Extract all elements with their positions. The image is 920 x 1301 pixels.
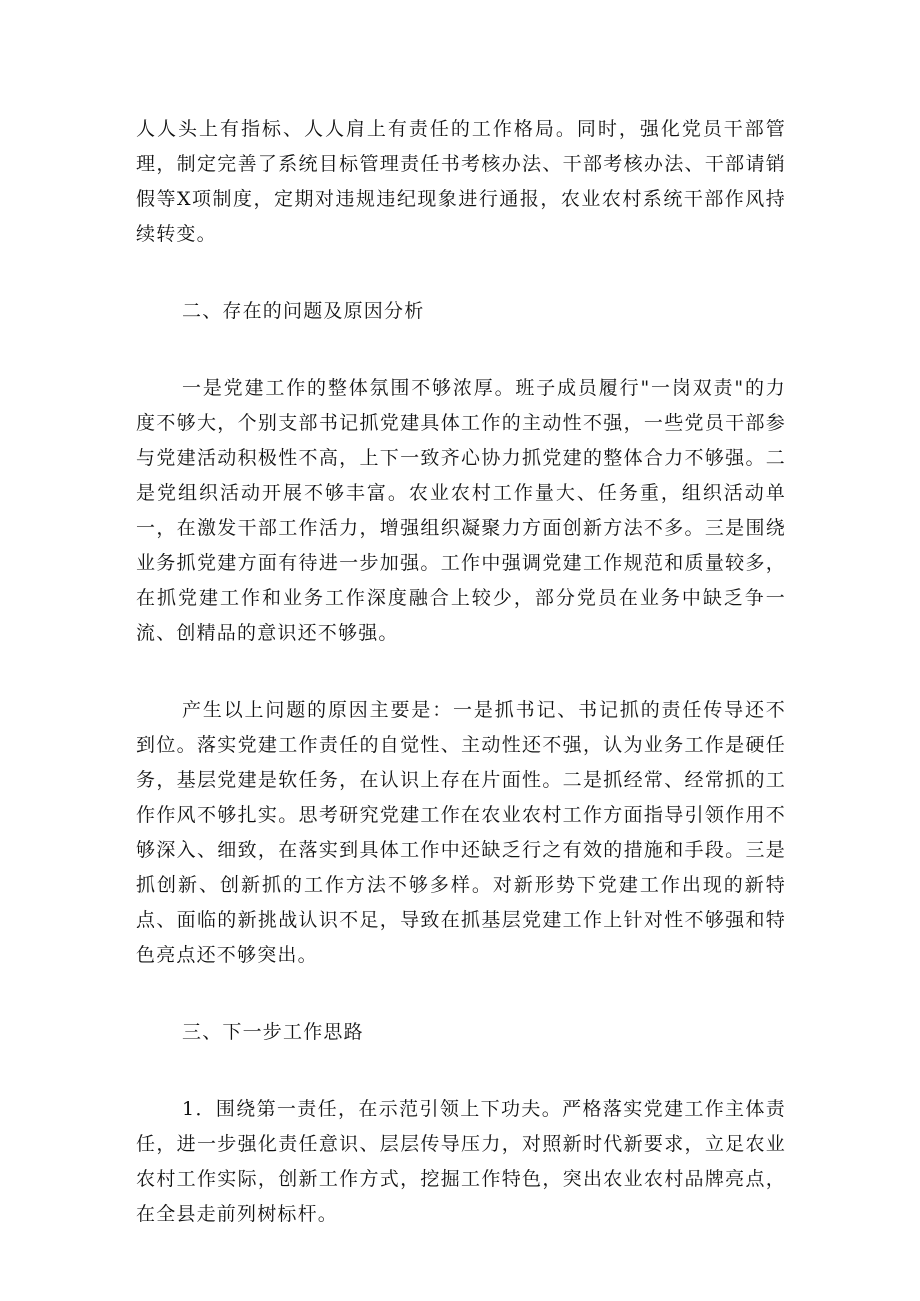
causes-paragraph: 产生以上问题的原因主要是：一是抓书记、书记抓的责任传导还不到位。落实党建工作责任的自觉性、主动性还不强，认为业务工作是硬任务，基层党建是软任务，在认识上存在片面性。二是抓经常、经常抓的工作作风不够扎实。思考研究党建工作在农业农村工作方面指导引领作用不够深入、细致，在落实到具体工作中还缺乏行之有效的措施和手段。三是抓创新、创新抓的工作方法不够多样。对新形势下党建工作出现的新特点、面临的新挑战认识不足，导致在抓基层党建工作上针对性不够强和特色亮点还不够突出。 <box>136 699 786 966</box>
section-3-heading: 三、下一步工作思路 <box>182 1021 364 1043</box>
section-2-heading: 二、存在的问题及原因分析 <box>182 300 425 322</box>
spacer <box>136 252 786 294</box>
spacer <box>136 651 786 693</box>
document-page <box>136 112 786 1232</box>
spacer <box>136 329 786 371</box>
spacer <box>136 973 786 1015</box>
item-1-paragraph: 1．围绕第一责任，在示范引领上下功夫。严格落实党建工作主体责任，进一步强化责任意识、层层传导压力，对照新时代新要求，立足农业农村工作实际，创新工作方式，挖掘工作特色，突出农业农村品牌亮点，在全县走前列树标杆。 <box>136 1098 786 1225</box>
problems-paragraph: 一是党建工作的整体氛围不够浓厚。班子成员履行"一岗双责"的力度不够大，个别支部书记抓党建具体工作的主动性不强，一些党员干部参与党建活动积极性不高，上下一致齐心协力抓党建的整体合力不够强。二是党组织活动开展不够丰富。农业农村工作量大、任务重，组织活动单一，在激发干部工作活力，增强组织凝聚力方面创新方法不多。三是围绕业务抓党建方面有待进一步加强。工作中强调党建工作规范和质量较多，在抓党建工作和业务工作深度融合上较少，部分党员在业务中缺乏争一流、创精品的意识还不够强。 <box>136 377 786 644</box>
spacer <box>136 1050 786 1092</box>
intro-continuation-paragraph: 人人头上有指标、人人肩上有责任的工作格局。同时，强化党员干部管理，制定完善了系统目标管理责任书考核办法、干部考核办法、干部请销假等X项制度，定期对违规违纪现象进行通报，农业农村系统干部作风持续转变。 <box>136 118 786 245</box>
